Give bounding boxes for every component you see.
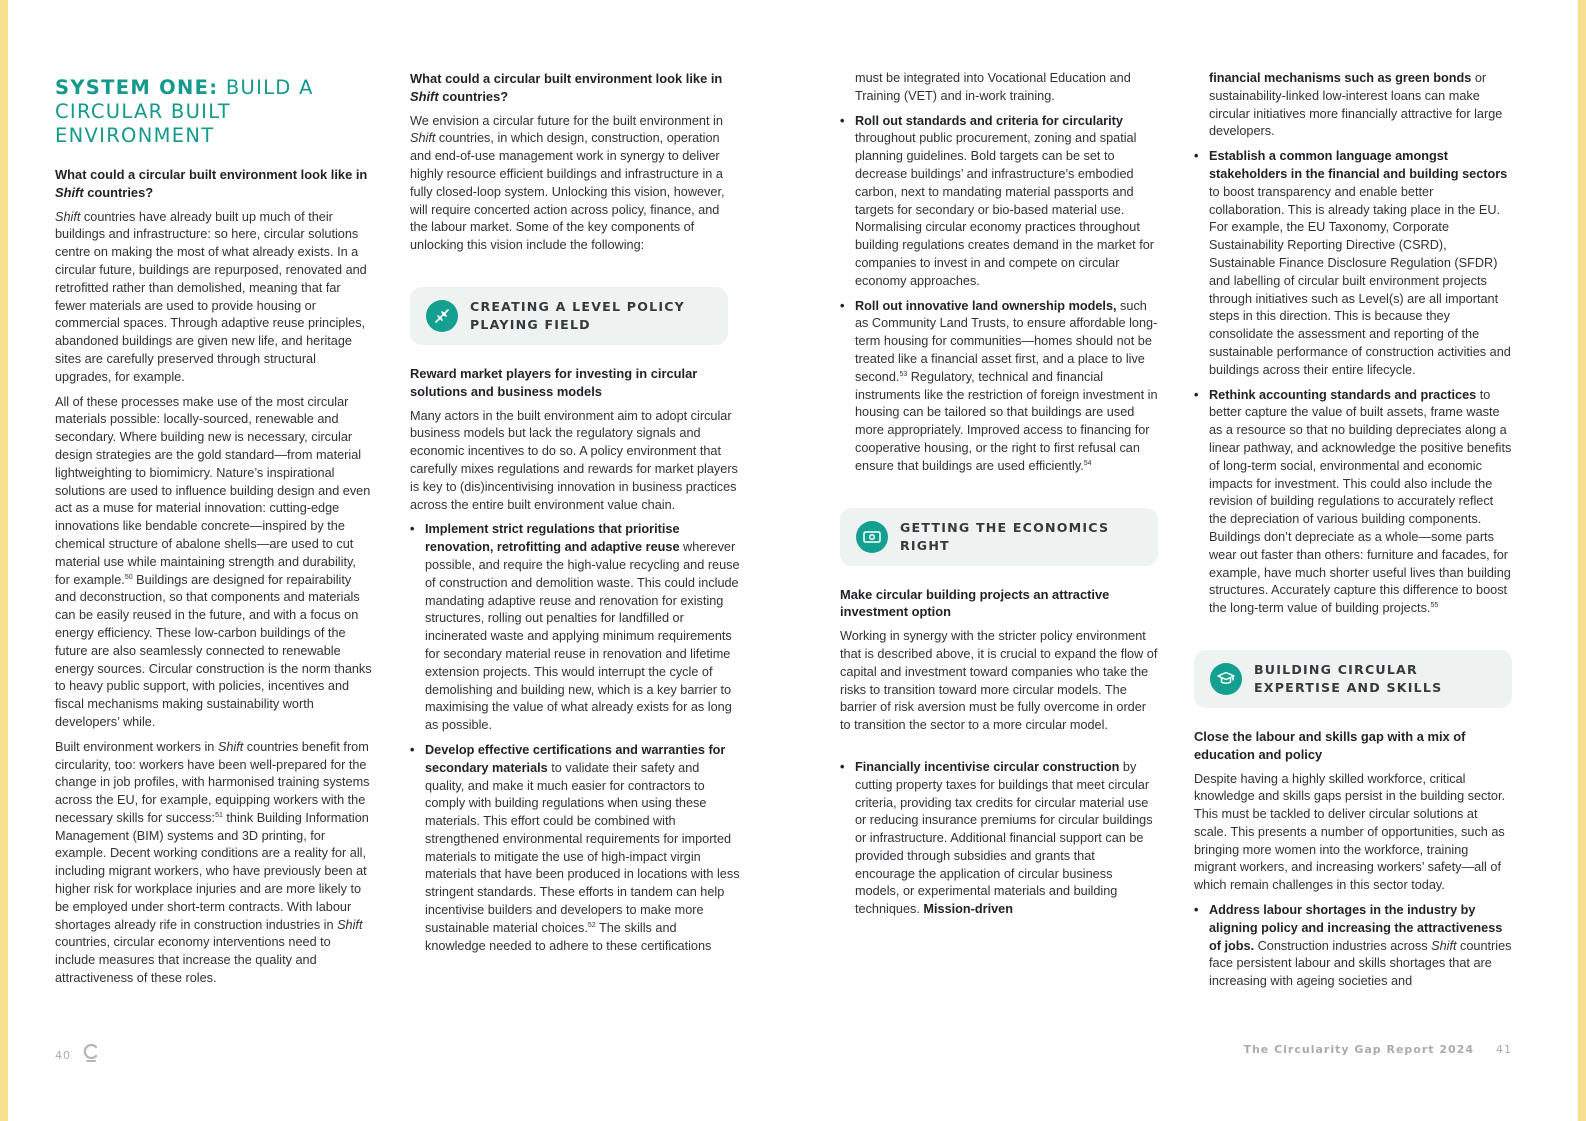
- paragraph: Many actors in the built environment aim to adopt circular business models but lack the regulatory signals and economic incentives to do so. A policy environment that carefully mixes regulations and rewards for market players is key to (dis)incentivising innovation in business practices across the entire built environment value chain.: [410, 408, 738, 512]
- page-edge-right: [1578, 0, 1586, 1121]
- footnote-ref: 53: [899, 370, 908, 378]
- footnote-ref: 51: [215, 811, 223, 819]
- section-title-rest: BUILD A CIRCULAR BUILT ENVIRONMENT: [55, 76, 314, 147]
- list-item: • Financially incentivise circular construction by cutting property taxes for buildings that meet circular criteria, providing tax credits for circular material use or reducing insurance premiums for circular buildings or infrastructure. Additional financial support can be provided through subsidies and grants that encourage the application of circular business models, or experimental materials and building techniques. Mission-driven: [840, 759, 1158, 919]
- subheading: What could a circular built environment look like in Shift countries?: [55, 167, 368, 200]
- bullet-list: [1194, 148, 1512, 618]
- callout-economics: [840, 508, 1158, 566]
- list-item: • Roll out standards and criteria for circularity throughout public procurement, zoning and spatial planning guidelines. Bold targets can be set to decrease buildings’ and infrastructure’s embodied carbon, next to mandating material passports and targets for secondary or bio-based material use. Normalising circular economy practices throughout building regulations creates demand in the market for companies to invest in and compete on circular economy approaches.: [840, 113, 1158, 291]
- list-item: • Develop effective certifications and warranties for secondary materials to validate their safety and quality, and make it much easier for contractors to comply with building regulations when using these materials. This effort could be combined with strengthened environmental requirements for imported materials to mitigate the use of high-impact virgin materials that have been produced in locations with less stringent standards. These efforts in tandem can help incentivise builders and developers to make more sustainable material choices.$^{52}$ The skills and knowledge needed to adhere to these certifications: [410, 742, 740, 956]
- footer-left: [55, 1043, 99, 1068]
- callout-expertise: [1194, 650, 1512, 708]
- paragraph: Despite having a highly skilled workforce, critical knowledge and skills gaps persist in the building sector. This must be tackled to deliver circular solutions at scale. This presents a number of opportunities, such as bringing more women into the workforce, training migrant workers, and increasing workers’ safety—all of which remain challenges in this sector today.: [1194, 771, 1506, 893]
- column-3: [840, 70, 1158, 927]
- footnote-ref: 50: [124, 573, 133, 581]
- list-item: • Implement strict regulations that prioritise renovation, retrofitting and adaptive reuse wherever possible, and require the high-value recycling and reuse of construction and demolition waste. This could include mandating adaptive reuse and renovation for existing structures, rolling out penalties for landfilled or incinerated waste and applying minimum requirements for secondary material reuse in renovation and lifetime extension projects. This would interrupt the cycle of demolishing and building new, which is a key barrier to maximising the value of what already exists for as long as possible.: [410, 521, 740, 735]
- paragraph-continued: must be integrated into Vocational Education and Training (VET) and in-work training.: [855, 71, 1131, 103]
- callout-label: BUILDING CIRCULAR EXPERTISE AND SKILLS: [1254, 661, 1443, 695]
- footnote-ref: 55: [1430, 601, 1439, 609]
- column-2: [410, 70, 740, 963]
- banknote-icon: [856, 521, 888, 553]
- section-title-bold: SYSTEM ONE:: [55, 76, 219, 99]
- paragraph: Built environment workers in Shift countries benefit from circularity, too: workers have been well-prepared for the change in job profiles, with harmonised training systems across the EU, for example, equipping workers with the necessary skills for success:$^{51}$ think Building Information Management (BIM) systems and 3D printing, for example. Decent working conditions are a reality for all, including migrant workers, who have previously been at higher risk for workplace injuries and are more likely to be employed under short-term contracts. With labour shortages already rife in construction industries in Shift countries, circular economy interventions need to include measures that increase the quality and attractiveness of these roles.: [55, 739, 370, 986]
- footer-right: [1243, 1043, 1512, 1056]
- paragraph: All of these processes make use of the most circular materials possible: locally-sourced, renewable and secondary. Where building new is necessary, circular design strategies are the gold standard—from material lightweighting to biomimicry. Nature’s inspirational solutions are used to influence building design and even act as a muse for material innovation: cutting-edge innovations like bendable concrete—inspired by the chemical structure of abalone shells—are used to cut material use while maintaining strength and durability, for example.$^{50}$ Buildings are designed for repairability and deconstruction, so that components and materials can be easily reused in the future, and with a focus on energy efficiency. These low-carbon buildings of the future are also seamlessly connected to renewable energy sources. Circular construction is the norm thanks to heavy public support, with policies, incentives and fiscal mechanisms making sustainability worth developers’ while.: [55, 394, 372, 729]
- paragraph: We envision a circular future for the built environment in Shift countries, in which design, construction, operation and end-of-use management work in synergy to deliver highly resource efficient buildings and infrastructure in a fully closed-loop system. Unlocking this vision, however, will require concerted action across policy, finance, and the labour market. Some of the key components of unlocking this vision include the following:: [410, 113, 725, 253]
- footnote-ref: 52: [587, 921, 596, 929]
- paragraph-continued: financial mechanisms such as green bonds or sustainability-linked low-interest loans can make circular initiatives more financially attractive for large developers.: [1209, 71, 1503, 139]
- page-number-right: 41: [1496, 1043, 1512, 1056]
- page-number-left: 40: [55, 1049, 71, 1062]
- paragraph: Working in synergy with the stricter policy environment that is described above, it is crucial to expand the flow of capital and investment toward companies who take the risks to transition toward more circular models. The barrier of risk aversion must be fully overcome in order to transition the sector to a more circular model.: [840, 629, 1158, 733]
- list-item: • Rethink accounting standards and practices to better capture the value of built assets, frame waste as a resource so that no building depreciates along a linear pathway, and acknowledge the positive benefits of long-term social, environmental and economic impacts for investment. This could also include the revision of building regulations to accurately reflect the depreciation of various building components. Buildings don’t depreciate as a whole—some parts wear out faster than others: furniture and facades, for example, have much shorter useful lives than building structures. Accurately capture this difference to boost the long-term value of building projects.$^{55}$: [1194, 387, 1512, 618]
- subheading: What could a circular built environment look like in Shift countries?: [410, 71, 723, 104]
- bullet-list: [840, 759, 1158, 919]
- bullet-list: [840, 113, 1158, 476]
- callout-label: CREATING A LEVEL POLICY PLAYING FIELD: [470, 298, 685, 332]
- footnote-ref: 54: [1083, 459, 1092, 467]
- graduation-cap-icon: [1210, 663, 1242, 695]
- column-4: [1194, 70, 1512, 999]
- bullet-list: [1194, 902, 1512, 991]
- policy-scale-icon: [426, 300, 458, 332]
- circle-gap-logo-icon: [83, 1043, 99, 1068]
- callout-level-policy: [410, 287, 728, 345]
- paragraph: Shift countries have already built up much of their buildings and infrastructure: so here, circular solutions centre on making the most of what already exists. In a circular future, buildings are repurposed, renovated and retrofitted rather than demolished, meaning that far fewer materials are used to provide housing or commercial spaces. Through adaptive reuse principles, abandoned buildings are given new life, and heritage sites are carefully preserved through structural upgrades, for example.: [55, 209, 367, 384]
- callout-label: GETTING THE ECONOMICS RIGHT: [900, 519, 1110, 553]
- subheading: Reward market players for investing in circular solutions and business models: [410, 365, 698, 399]
- column-1: [55, 70, 373, 995]
- list-item: • Establish a common language amongst stakeholders in the financial and building sectors to boost transparency and enable better collaboration. This is already taking place in the EU. For example, the EU Taxonomy, Corporate Sustainability Reporting Directive (CSRD), Sustainable Finance Disclosure Regulation (SFDR) and labelling of circular built environment projects through initiatives such as Level(s) are all important steps in this direction. This is because they consolidate the assessment and reporting of the sustainable performance of construction activities and buildings across their entire lifecycle.: [1194, 148, 1512, 379]
- section-title: [55, 76, 373, 148]
- report-title: The Circularity Gap Report 2024: [1243, 1043, 1474, 1056]
- bullet-list: [410, 521, 740, 955]
- subheading: Close the labour and skills gap with a mix of education and policy: [1194, 728, 1466, 762]
- subheading: Make circular building projects an attractive investment option: [840, 586, 1110, 620]
- list-item: • Address labour shortages in the industry by aligning policy and increasing the attractiveness of jobs. Construction industries across Shift countries face persistent labour and skills shortages that are increasing with ageing societies and: [1194, 902, 1512, 991]
- list-item: • Roll out innovative land ownership models, such as Community Land Trusts, to ensure affordable long-term housing for communities—homes should not be treated like a financial asset first, and a place to live second.$^{53}$ Regulatory, technical and financial instruments like the restriction of foreign investment in housing can be tailored so that buildings are used more appropriately. Improved access to financing for cooperative housing, or the right to first refusal can ensure that buildings are used efficiently.$^{54}$: [840, 298, 1158, 476]
- page-edge-left: [0, 0, 8, 1121]
